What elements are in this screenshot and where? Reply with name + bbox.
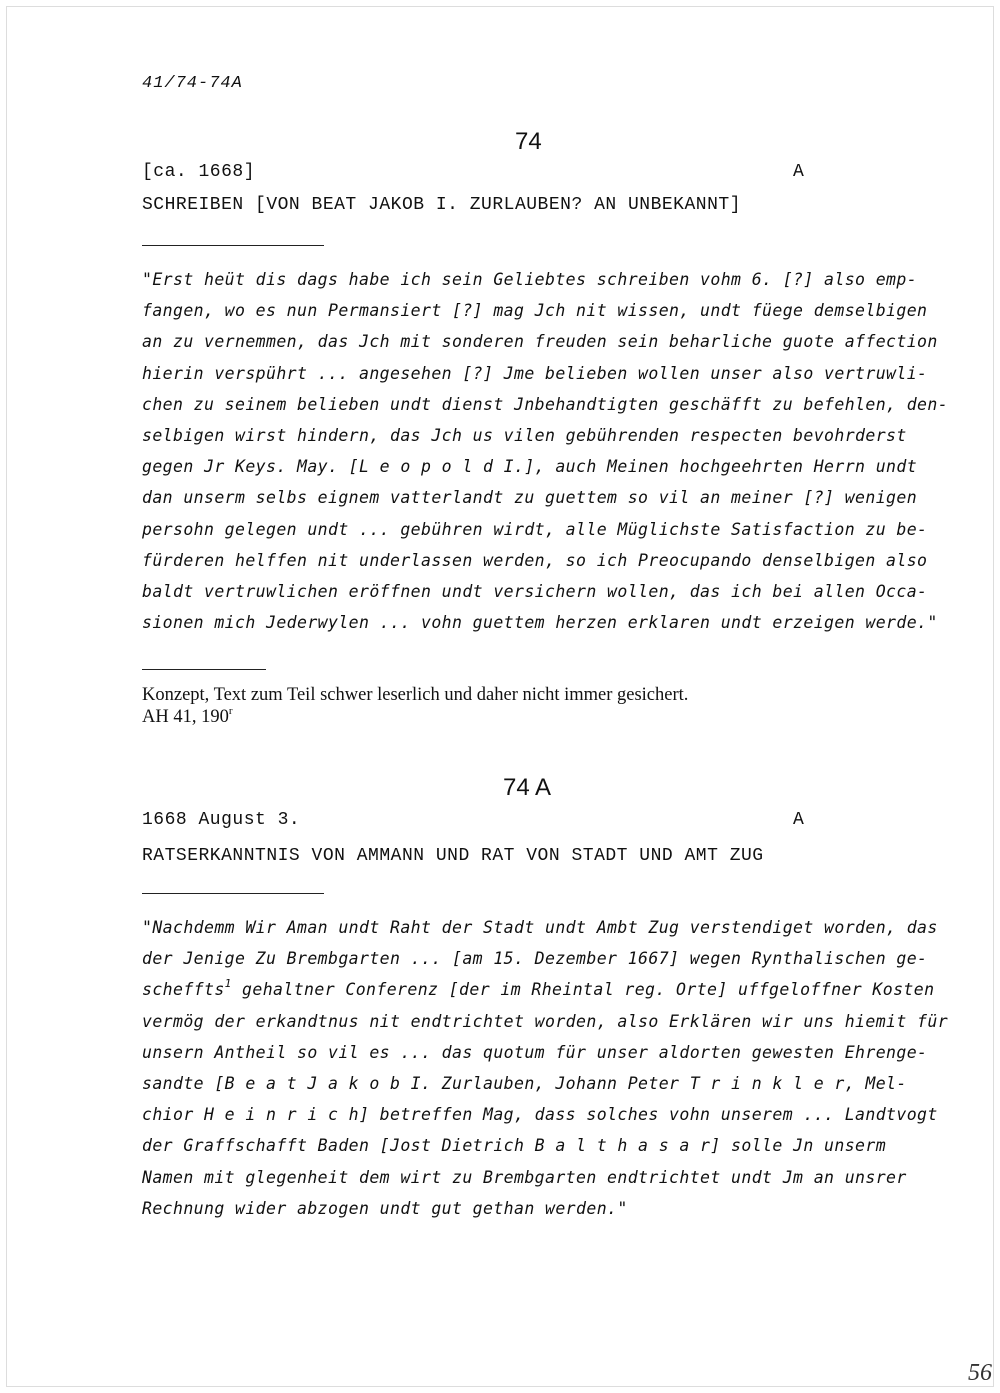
text-line: selbigen wirst hindern, das Jch us vilen gebührenden respecten bevohrderst [142,426,907,446]
text-line: Namen mit glegenheit dem wirt zu Brembgarten endtrichtet undt Jm an unsrer [142,1167,907,1187]
section-rule [142,245,324,246]
text-line: der Jenige Zu Brembgarten ... [am 15. Dezember 1667] wegen Rynthalischen ge- [142,949,928,969]
text-fragment: gehaltner Conferenz [der im Rheintal reg. Orte] uffgeloffner Kosten [231,980,935,1000]
text-line: der Graffschafft Baden [Jost Dietrich B a l t h a s a r] solle Jn unserm [142,1136,887,1156]
footnote-marker: 1 [224,977,232,991]
entry-number-74: 74 [515,128,542,155]
text-line: an zu vernemmen, das Jch mit sonderen freuden sein beharliche guote affection [142,332,938,352]
text-line: dan unserm selbs eignem vatterlandt zu guettem so vil an meiner [?] wenigen [142,488,918,508]
footnote-rule [142,669,266,670]
page-mark: 56 [968,1360,992,1386]
entry-74-text [142,264,949,638]
text-line: vermög der erkandtnus nit endtrichtet worden, also Erklären wir uns hiemit für [142,1011,949,1031]
text-line: baldt vertruwlichen eröffnen undt versichern wollen, das ich bei allen Occa- [142,582,928,602]
text-line: fürderen helffen nit underlassen werden, so ich Preocupando denselbigen also [142,550,928,570]
text-line: "Erst heüt dis dags habe ich sein Geliebtes schreiben vohm 6. [?] also emp- [142,270,918,289]
section-rule [142,893,324,894]
entry-74-type-letter: A [793,162,805,182]
text-line: chior H e i n r i c h] betreffen Mag, dass solches vohn unserem ... Landtvogt [142,1105,938,1125]
document-id: 41/74-74A [142,74,243,93]
note-line-source [142,706,688,728]
source-reference: AH 41, 190 [142,707,229,727]
entry-74a-date: 1668 August 3. [142,810,301,830]
text-line: fangen, wo es nun Permansiert [?] mag Jch nit wissen, undt füege demselbigen [142,301,928,321]
entry-74a-text [142,912,949,1224]
entry-74-note [142,684,688,728]
entry-74a-heading: RATSERKANNTNIS VON AMMANN UND RAT VON STADT UND AMT ZUG [142,846,764,866]
text-line: gegen Jr Keys. May. [L e o p o l d I.], auch Meinen hochgeehrten Herrn undt [142,457,918,477]
text-line: sionen mich Jederwylen ... vohn guettem herzen erklaren undt erzeigen werde." [142,613,938,633]
text-line: hierin verspührt ... angesehen [?] Jme belieben wollen unser also vertruwli- [142,363,928,383]
text-line: sandte [B e a t J a k o b I. Zurlauben, Johann Peter T r i n k l e r, Mel- [142,1074,907,1094]
text-line: Rechnung wider abzogen undt gut gethan werden." [142,1198,628,1218]
entry-74a-type-letter: A [793,810,805,830]
text-line [142,974,935,1005]
text-line: unsern Antheil so vil es ... das quotum für unser aldorten gewesten Ehrenge- [142,1042,928,1062]
note-line: Konzept, Text zum Teil schwer leserlich und daher nicht immer gesichert. [142,685,689,705]
text-line: persohn gelegen undt ... gebühren wirdt, alle Müglichste Satisfaction zu be- [142,519,928,539]
entry-number-74a: 74 A [503,774,552,801]
entry-74-heading: SCHREIBEN [VON BEAT JAKOB I. ZURLAUBEN? AN UNBEKANNT] [142,195,741,215]
source-superscript: r [228,705,233,717]
text-line: "Nachdemm Wir Aman undt Raht der Stadt undt Ambt Zug verstendiget worden, das [142,918,938,937]
text-line: chen zu seinem belieben undt dienst Jnbehandtigten geschäfft zu befehlen, den- [142,394,949,414]
entry-74-date: [ca. 1668] [142,162,256,182]
text-fragment: scheffts [142,980,225,1000]
